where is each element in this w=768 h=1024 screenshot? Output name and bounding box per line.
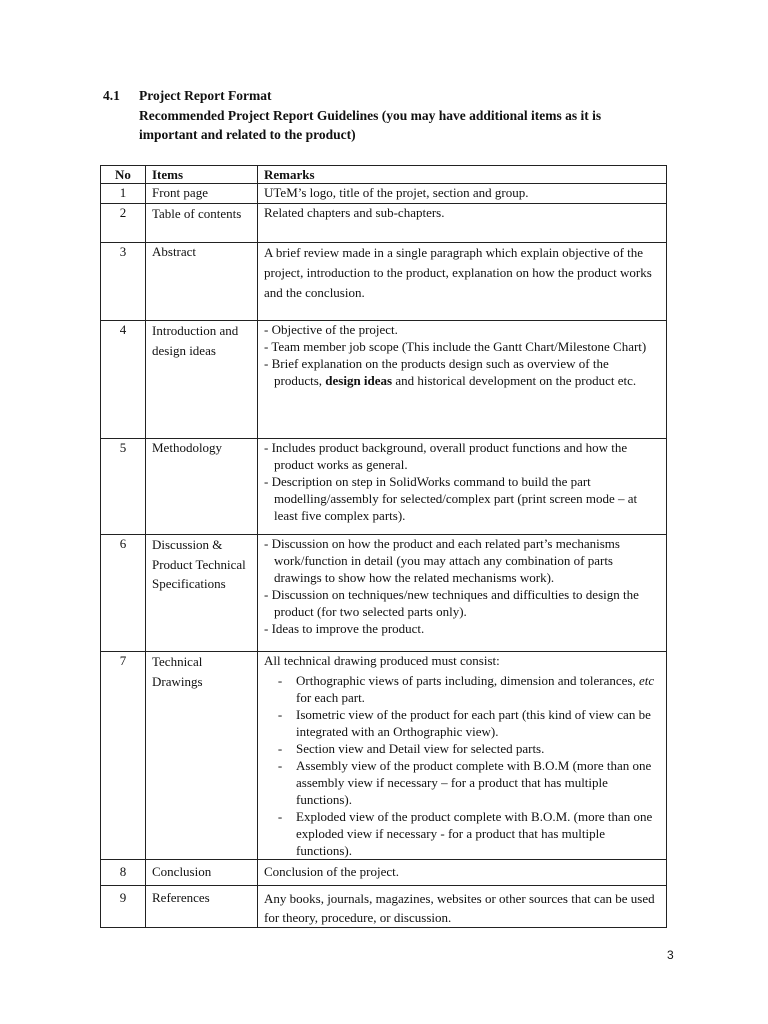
remark-line: - Includes product background, overall product functions and how the product works as general.: [264, 440, 628, 472]
remark-line: - Discussion on how the product and each related part’s mechanisms work/function in detail (you may attach any combination of parts drawings to show how the related mechanisms work).: [264, 536, 620, 585]
header-remarks: Remarks: [258, 166, 667, 184]
row-number: 2: [101, 204, 146, 243]
list-item: - Assembly view of the product complete with B.O.M (more than one assembly view if necessary – for a product that has multiple functions).: [277, 758, 652, 807]
remark-line: - Ideas to improve the product.: [264, 621, 425, 636]
table-row: [101, 321, 667, 439]
report-format-table: [100, 165, 667, 928]
design-ideas-emphasis: design ideas: [325, 373, 393, 388]
table-row: [101, 204, 667, 243]
header-items: Items: [146, 166, 258, 184]
section-title: Project Report Format: [139, 88, 272, 103]
list-item: - Isometric view of the product for each part (this kind of view can be integrated with an Orthographic view).: [277, 707, 651, 739]
row-number: 8: [101, 860, 146, 886]
remark-line: - Discussion on techniques/new techniques and difficulties to design the product (for two selected parts only).: [264, 587, 639, 619]
table-row: [101, 243, 667, 321]
header-no: No: [101, 166, 146, 184]
row-item: Table of contents: [146, 204, 258, 243]
row-remarks: [258, 652, 667, 860]
list-item: - Exploded view of the product complete with B.O.M. (more than one exploded view if necessary - for a product that has multiple functions).: [277, 809, 653, 858]
row-remarks: Conclusion of the project.: [258, 860, 667, 886]
row-item: References: [146, 886, 258, 928]
section-number: 4.1: [103, 88, 120, 103]
remark-line: - Description on step in SolidWorks command to build the part modelling/assembly for selected/complex part (print screen mode – at least five complex parts).: [264, 474, 638, 523]
section-subtitle-line2: important and related to the product): [139, 127, 356, 142]
row-item: Front page: [146, 184, 258, 204]
row-item: Introduction and design ideas: [146, 321, 258, 439]
row-number: 4: [101, 321, 146, 439]
row-remarks: [258, 535, 667, 652]
list-item: - Section view and Detail view for selected parts.: [277, 741, 545, 756]
row-number: 7: [101, 652, 146, 860]
row-number: 5: [101, 439, 146, 535]
row-number: 3: [101, 243, 146, 321]
row-number: 6: [101, 535, 146, 652]
remark-line: - Team member job scope (This include the Gantt Chart/Milestone Chart): [264, 339, 647, 354]
row-remarks: [258, 321, 667, 439]
remark-line: - Brief explanation on the products design such as overview of the products, design ideas and historical development on the product etc.: [264, 356, 637, 388]
row-item: Abstract: [146, 243, 258, 321]
remark-line: All technical drawing produced must consist:: [264, 653, 500, 668]
table-row: [101, 184, 667, 204]
table-row: [101, 886, 667, 928]
row-remarks: A brief review made in a single paragraph which explain objective of the project, introduction to the product, explanation on how the product works and the conclusion.: [258, 243, 667, 321]
section-subtitle-line1: Recommended Project Report Guidelines (you may have additional items as it is: [139, 107, 602, 123]
remark-line: - Objective of the project.: [264, 322, 398, 337]
list-item: - Orthographic views of parts including, dimension and tolerances, etc for each part.: [277, 673, 655, 705]
row-item: Methodology: [146, 439, 258, 535]
row-remarks: Any books, journals, magazines, websites or other sources that can be used for theory, procedure, or discussion.: [258, 886, 667, 928]
table-row: [101, 439, 667, 535]
page-number: 3: [667, 948, 674, 962]
table-row: [101, 652, 667, 860]
row-item: Discussion & Product Technical Specifications: [146, 535, 258, 652]
table-row: [101, 860, 667, 886]
row-remarks: [258, 439, 667, 535]
row-remarks: Related chapters and sub-chapters.: [258, 204, 667, 243]
row-number: 1: [101, 184, 146, 204]
table-row: [101, 535, 667, 652]
row-item: Technical Drawings: [146, 652, 258, 860]
row-number: 9: [101, 886, 146, 928]
row-item: Conclusion: [146, 860, 258, 886]
row-remarks: UTeM’s logo, title of the projet, section and group.: [258, 184, 667, 204]
table-header-row: [101, 166, 667, 184]
